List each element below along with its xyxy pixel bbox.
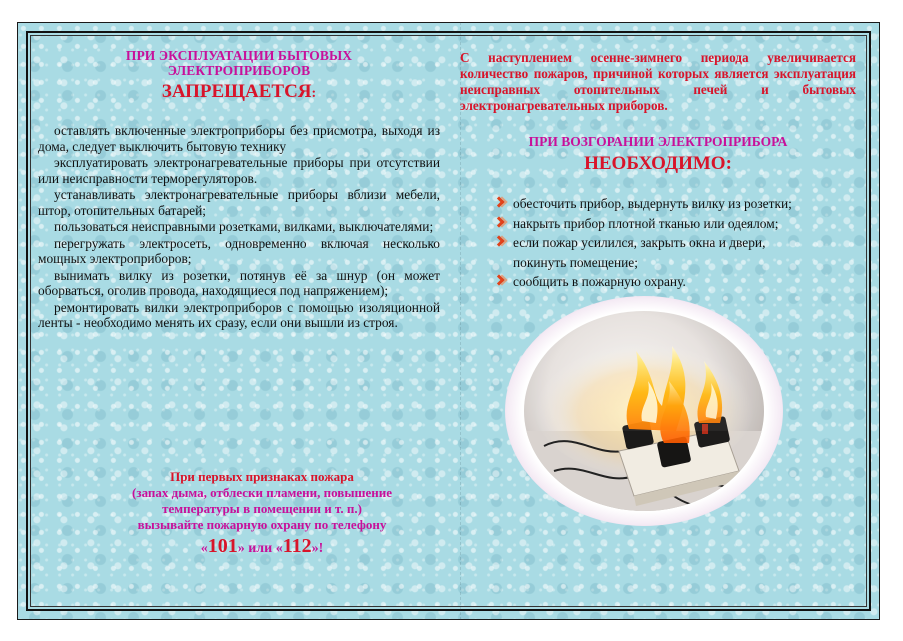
left-column (38, 48, 440, 332)
quote-open: « (275, 541, 283, 556)
forbidden-item (38, 155, 440, 186)
forbidden-item-text: оставлять включенные электроприборы без присмотра, выходя из дома, следует выключить бытовую технику (38, 123, 440, 154)
necessary-item-text: если пожар усилился, закрыть окна и двери, (513, 235, 766, 250)
emergency-phones (112, 534, 412, 561)
necessary-item-continuation (493, 253, 863, 273)
forbidden-item (38, 236, 440, 267)
left-heading-line1: ПРИ ЭКСПЛУАТАЦИИ БЫТОВЫХ (125, 48, 353, 63)
necessary-item (493, 214, 863, 234)
emergency-call-block (112, 469, 412, 561)
forbidden-heading (38, 79, 440, 107)
quote-close: » (237, 541, 245, 556)
intro-paragraph: С наступлением осенне-зимнего периода увеличивается количество пожаров, причиной которых является эксплуатация неисправных отопительных печей и бытовых электронагревательных приборов. (460, 50, 856, 113)
forbidden-item-text: перегружать электросеть, одновременно включая несколько мощных электроприборов; (38, 235, 440, 266)
necessary-item-text: обесточить прибор, выдернуть вилку из розетки; (513, 196, 792, 211)
forbidden-word: ЗАПРЕЩАЕТСЯ (161, 81, 312, 102)
necessary-item-text: сообщить в пожарную охрану. (513, 274, 686, 289)
forbidden-item-text: устанавливать электронагревательные приборы вблизи мебели, штор, отопительных батарей; (38, 187, 440, 218)
necessary-item (493, 194, 863, 214)
or-word: или (244, 541, 276, 556)
forbidden-item (38, 123, 440, 154)
forbidden-item-text: пользоваться неисправными розетками, вилками, выключателями; (54, 219, 434, 234)
necessary-heading: НЕОБХОДИМО: (584, 153, 732, 174)
forbidden-item (38, 219, 440, 235)
forbidden-item-text: ремонтировать вилки электроприборов с помощью изоляционной ленты - необходимо менять их сразу, если они вышли из строя. (38, 299, 440, 330)
emergency-line2: (запах дыма, отблески пламени, повышение (132, 485, 392, 500)
emergency-line1: При первых признаках пожара (170, 469, 354, 484)
forbidden-item-text: эксплуатировать электронагревательные приборы при отсутствии или неисправности терморегуляторов. (38, 155, 440, 186)
quote-open: « (200, 541, 208, 556)
emergency-line3: температуры в помещении и т. п.) (162, 501, 362, 516)
forbidden-colon: : (311, 86, 317, 101)
forbidden-item (38, 268, 440, 299)
burning-power-strip-image (524, 311, 764, 511)
emergency-line4: вызывайте пожарную охрану по телефону (137, 517, 387, 532)
phone-101: 101 (207, 535, 238, 557)
necessary-item (493, 272, 863, 292)
left-heading-line2: ЭЛЕКТРОПРИБОРОВ (167, 63, 311, 78)
necessary-list (493, 194, 863, 292)
quote-close: »! (311, 541, 324, 556)
phone-112: 112 (282, 535, 312, 557)
necessary-item-text: покинуть помещение; (513, 254, 638, 270)
forbidden-list (38, 123, 440, 331)
forbidden-item (38, 187, 440, 218)
necessary-item-text: накрыть прибор плотной тканью или одеялом; (513, 215, 779, 231)
forbidden-item (38, 300, 440, 331)
necessary-item (493, 233, 863, 253)
forbidden-item-text: вынимать вилку из розетки, потянув её за шнур (он может оборваться, оголив провода, находящиеся под напряжением); (38, 267, 440, 298)
right-heading-line1: ПРИ ВОЗГОРАНИИ ЭЛЕКТРОПРИБОРА (528, 134, 788, 149)
fire-illustration (524, 311, 764, 511)
